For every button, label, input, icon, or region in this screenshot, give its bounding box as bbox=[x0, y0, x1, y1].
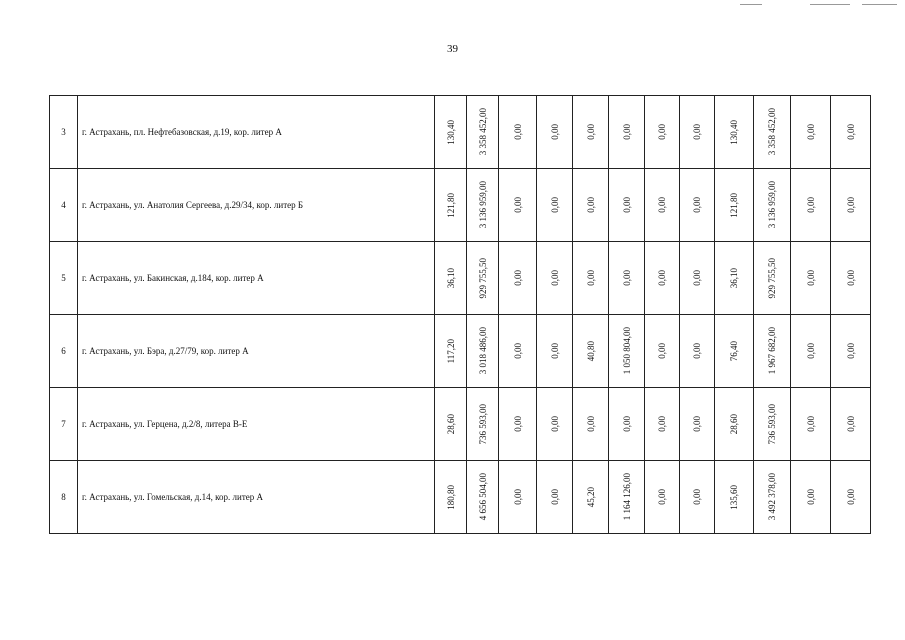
row-number: 4 bbox=[50, 169, 78, 242]
scan-artifact-line bbox=[740, 4, 762, 5]
value-cell bbox=[831, 461, 871, 534]
row-number: 3 bbox=[50, 96, 78, 169]
value-cell bbox=[573, 169, 609, 242]
value-cell bbox=[754, 388, 791, 461]
value-text: 0,00 bbox=[845, 489, 856, 505]
value-cell bbox=[715, 315, 754, 388]
value-cell bbox=[645, 96, 680, 169]
value-text: 36,10 bbox=[729, 267, 739, 289]
value-text: 0,00 bbox=[512, 197, 523, 213]
value-cell bbox=[467, 315, 499, 388]
value-cell bbox=[791, 388, 831, 461]
value-text: 0,00 bbox=[845, 197, 856, 213]
value-text: 135,60 bbox=[729, 484, 739, 510]
value-text: 3 136 959,00 bbox=[477, 181, 488, 229]
value-text: 0,00 bbox=[621, 197, 632, 213]
value-text: 130,40 bbox=[445, 119, 456, 145]
value-text: 130,40 bbox=[729, 119, 739, 145]
value-text: 0,00 bbox=[549, 343, 560, 359]
table-row bbox=[50, 388, 871, 461]
value-cell bbox=[467, 461, 499, 534]
value-text: 3 018 486,00 bbox=[477, 327, 488, 375]
address-cell: г. Астрахань, ул. Герцена, д.2/8, литера В-Е bbox=[78, 388, 435, 461]
value-cell bbox=[754, 96, 791, 169]
value-text: 1 050 804,00 bbox=[621, 327, 632, 375]
value-text: 0,00 bbox=[549, 197, 560, 213]
value-cell bbox=[435, 315, 467, 388]
value-cell bbox=[645, 461, 680, 534]
value-text: 1 164 126,00 bbox=[621, 473, 632, 521]
value-text: 0,00 bbox=[621, 124, 632, 140]
table-row bbox=[50, 461, 871, 534]
value-cell bbox=[467, 96, 499, 169]
value-cell bbox=[680, 96, 715, 169]
row-number: 7 bbox=[50, 388, 78, 461]
value-text: 0,00 bbox=[549, 489, 560, 505]
table-row bbox=[50, 169, 871, 242]
value-cell bbox=[435, 388, 467, 461]
value-cell bbox=[609, 461, 645, 534]
value-cell bbox=[791, 96, 831, 169]
value-text: 736 593,00 bbox=[767, 403, 777, 445]
value-text: 0,00 bbox=[805, 416, 816, 432]
value-text: 0,00 bbox=[692, 197, 702, 213]
value-text: 3 492 378,00 bbox=[767, 473, 777, 521]
value-cell bbox=[831, 388, 871, 461]
value-cell bbox=[499, 96, 537, 169]
value-cell bbox=[573, 388, 609, 461]
table-row bbox=[50, 96, 871, 169]
value-cell bbox=[609, 169, 645, 242]
value-cell bbox=[499, 388, 537, 461]
value-cell bbox=[754, 242, 791, 315]
value-cell bbox=[573, 461, 609, 534]
value-cell bbox=[537, 315, 573, 388]
value-text: 736 593,00 bbox=[477, 403, 488, 445]
value-text: 0,00 bbox=[621, 270, 632, 286]
value-cell bbox=[754, 461, 791, 534]
value-cell bbox=[435, 242, 467, 315]
value-cell bbox=[831, 169, 871, 242]
address-cell: г. Астрахань, ул. Анатолия Сергеева, д.29/34, кор. литер Б bbox=[78, 169, 435, 242]
value-text: 0,00 bbox=[512, 489, 523, 505]
value-text: 0,00 bbox=[805, 197, 816, 213]
value-text: 0,00 bbox=[845, 416, 856, 432]
value-text: 0,00 bbox=[657, 343, 667, 359]
value-text: 0,00 bbox=[549, 416, 560, 432]
value-text: 0,00 bbox=[512, 343, 523, 359]
address-cell: г. Астрахань, пл. Нефтебазовская, д.19, кор. литер А bbox=[78, 96, 435, 169]
value-text: 0,00 bbox=[585, 270, 596, 286]
value-text: 0,00 bbox=[512, 416, 523, 432]
value-text: 1 967 682,00 bbox=[767, 327, 777, 375]
value-text: 3 358 452,00 bbox=[477, 108, 488, 156]
value-text: 36,10 bbox=[445, 267, 456, 289]
value-cell bbox=[715, 388, 754, 461]
value-cell bbox=[435, 96, 467, 169]
value-cell bbox=[435, 461, 467, 534]
row-number: 5 bbox=[50, 242, 78, 315]
value-cell bbox=[537, 461, 573, 534]
value-text: 45,20 bbox=[585, 486, 596, 508]
value-cell bbox=[609, 242, 645, 315]
value-cell bbox=[791, 242, 831, 315]
value-text: 0,00 bbox=[692, 124, 702, 140]
value-text: 0,00 bbox=[805, 343, 816, 359]
value-cell bbox=[791, 169, 831, 242]
value-cell bbox=[537, 242, 573, 315]
value-cell bbox=[680, 388, 715, 461]
value-cell bbox=[831, 315, 871, 388]
value-text: 180,80 bbox=[445, 484, 456, 510]
value-cell bbox=[609, 96, 645, 169]
value-cell bbox=[715, 169, 754, 242]
value-text: 121,80 bbox=[445, 192, 456, 218]
value-cell bbox=[680, 461, 715, 534]
value-text: 0,00 bbox=[805, 270, 816, 286]
value-text: 0,00 bbox=[512, 124, 523, 140]
value-text: 76,40 bbox=[729, 340, 739, 362]
value-text: 0,00 bbox=[657, 416, 667, 432]
value-cell bbox=[609, 388, 645, 461]
value-cell bbox=[573, 242, 609, 315]
value-text: 3 136 959,00 bbox=[767, 181, 777, 229]
value-text: 0,00 bbox=[657, 197, 667, 213]
value-cell bbox=[573, 96, 609, 169]
value-text: 0,00 bbox=[692, 489, 702, 505]
value-cell bbox=[754, 169, 791, 242]
value-text: 0,00 bbox=[692, 416, 702, 432]
value-cell bbox=[435, 169, 467, 242]
value-cell bbox=[645, 388, 680, 461]
value-text: 0,00 bbox=[657, 489, 667, 505]
page-number: 39 bbox=[447, 43, 458, 55]
value-cell bbox=[645, 242, 680, 315]
value-cell bbox=[715, 461, 754, 534]
value-cell bbox=[537, 96, 573, 169]
value-cell bbox=[754, 315, 791, 388]
row-number: 6 bbox=[50, 315, 78, 388]
table-row bbox=[50, 315, 871, 388]
value-text: 0,00 bbox=[549, 124, 560, 140]
value-text: 4 656 504,00 bbox=[477, 473, 488, 521]
value-cell bbox=[791, 315, 831, 388]
value-text: 0,00 bbox=[657, 124, 667, 140]
address-cell: г. Астрахань, ул. Бакинская, д.184, кор. литер А bbox=[78, 242, 435, 315]
value-text: 0,00 bbox=[585, 416, 596, 432]
value-text: 121,80 bbox=[729, 192, 739, 218]
scan-artifact-line bbox=[810, 4, 850, 5]
table-row bbox=[50, 242, 871, 315]
row-number: 8 bbox=[50, 461, 78, 534]
value-cell bbox=[467, 169, 499, 242]
value-text: 0,00 bbox=[512, 270, 523, 286]
value-text: 0,00 bbox=[549, 270, 560, 286]
value-text: 3 358 452,00 bbox=[767, 108, 777, 156]
value-cell bbox=[467, 388, 499, 461]
value-cell bbox=[499, 169, 537, 242]
value-text: 28,60 bbox=[445, 413, 456, 435]
value-text: 0,00 bbox=[621, 416, 632, 432]
value-cell bbox=[831, 242, 871, 315]
value-text: 40,80 bbox=[585, 340, 596, 362]
value-cell bbox=[645, 169, 680, 242]
address-cell: г. Астрахань, ул. Бэра, д.27/79, кор. литер А bbox=[78, 315, 435, 388]
property-table bbox=[49, 95, 871, 534]
value-text: 929 755,50 bbox=[477, 257, 488, 299]
value-cell bbox=[467, 242, 499, 315]
value-text: 0,00 bbox=[845, 343, 856, 359]
value-text: 0,00 bbox=[585, 124, 596, 140]
value-text: 0,00 bbox=[805, 489, 816, 505]
address-cell: г. Астрахань, ул. Гомельская, д.14, кор. литер А bbox=[78, 461, 435, 534]
value-text: 929 755,50 bbox=[767, 257, 777, 299]
scan-artifact-line bbox=[862, 4, 897, 5]
value-cell bbox=[537, 169, 573, 242]
value-cell bbox=[680, 242, 715, 315]
value-text: 117,20 bbox=[445, 338, 456, 364]
value-cell bbox=[791, 461, 831, 534]
value-cell bbox=[573, 315, 609, 388]
value-text: 0,00 bbox=[845, 270, 856, 286]
value-cell bbox=[537, 388, 573, 461]
value-cell bbox=[609, 315, 645, 388]
value-cell bbox=[715, 242, 754, 315]
value-cell bbox=[680, 169, 715, 242]
value-text: 0,00 bbox=[692, 343, 702, 359]
value-text: 0,00 bbox=[845, 124, 856, 140]
value-cell bbox=[645, 315, 680, 388]
value-text: 0,00 bbox=[585, 197, 596, 213]
value-text: 28,60 bbox=[729, 413, 739, 435]
value-text: 0,00 bbox=[692, 270, 702, 286]
value-cell bbox=[499, 242, 537, 315]
value-cell bbox=[680, 315, 715, 388]
value-text: 0,00 bbox=[805, 124, 816, 140]
value-cell bbox=[715, 96, 754, 169]
value-text: 0,00 bbox=[657, 270, 667, 286]
value-cell bbox=[499, 461, 537, 534]
value-cell bbox=[499, 315, 537, 388]
value-cell bbox=[831, 96, 871, 169]
